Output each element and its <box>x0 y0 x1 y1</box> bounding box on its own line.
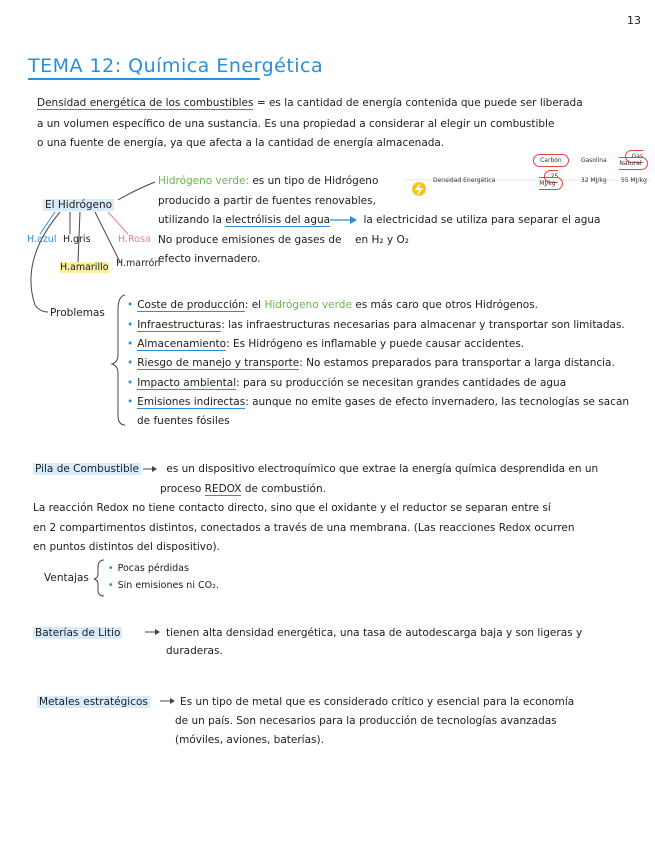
branch-line <box>108 212 128 234</box>
arrow-head <box>155 629 160 635</box>
lithium-line2: duraderas. <box>166 645 223 657</box>
bullet-icon: • <box>127 299 134 311</box>
advantages-label: Ventajas <box>44 572 89 584</box>
title-underline <box>28 78 260 80</box>
metals-line1: Es un tipo de metal que es considerado crítico y esencial para la economía <box>180 696 575 708</box>
green-hydrogen-line5: efecto invernadero. <box>158 253 261 265</box>
green-hydrogen-line4b: en H₂ y O₂ <box>355 234 409 246</box>
hydrogen-type: H.amarillo <box>60 262 109 273</box>
fuel-cell-line2: proceso REDOX de combustión. <box>160 483 326 495</box>
lithium-line1: tienen alta densidad energética, una tasa de autodescarga baja y son ligeras y <box>166 627 583 639</box>
metals-line2: de un país. Son necesarios para la producción de tecnologías avanzadas <box>175 715 557 727</box>
advantage-item: • Pocas pérdidas <box>108 563 189 574</box>
bullet-icon: • <box>127 357 134 369</box>
fuel-cell-line3: La reacción Redox no tiene contacto directo, sino que el oxidante y el reductor se separan entre sí <box>33 502 551 514</box>
intro-line2: a un volumen específico de una sustancia. Es una propiedad a considerar al elegir un combustible <box>37 118 555 130</box>
problem-item: • Coste de producción: el Hidrógeno verde es más caro que otros Hidrógenos. <box>127 299 539 311</box>
bullet-icon: • <box>127 396 134 408</box>
table-row-label: Densidad Energética <box>433 176 496 184</box>
brace <box>94 560 104 596</box>
energy-density-table <box>405 150 655 190</box>
page-title: TEMA 12: Química Energética <box>28 55 324 77</box>
connector-line <box>118 182 155 200</box>
page-number: 13 <box>627 14 641 27</box>
intro-line1: Densidad energética de los combustibles = es la cantidad de energía contenida que puede ser liberada <box>37 97 583 109</box>
table-cell: 25 MJ/kg <box>539 170 562 190</box>
connector-line <box>31 212 60 312</box>
bullet-icon: • <box>108 580 114 591</box>
problem-item: • Almacenamiento: Es Hidrógeno es inflamable y puede causar accidentes. <box>127 338 525 350</box>
table-cell: 55 MJ/kg <box>620 176 647 184</box>
table-header: Gas Natural <box>619 150 648 170</box>
fuel-cell-line5: en puntos distintos del dispositivo). <box>33 541 220 553</box>
table-header: Carbón <box>533 154 569 167</box>
fuel-cell-term: Pila de Combustible <box>35 463 140 475</box>
fuel-cell-line4: en 2 compartimentos distintos, conectados a través de una membrana. (Las reacciones Redox ocurren <box>33 522 575 534</box>
branch-line <box>95 212 120 262</box>
intro-term: Densidad energética de los combustibles <box>37 97 254 109</box>
hydrogen-type: H.gris <box>63 234 91 245</box>
hydrogen-label: El Hidrógeno <box>45 199 113 211</box>
table-header: Gasolina <box>580 156 607 164</box>
green-hydrogen-line3: utilizando la electrólisis del agua la electricidad se utiliza para separar el agua <box>158 214 601 226</box>
green-hydrogen-line4a: No produce emisiones de gases de <box>158 234 342 246</box>
bullet-icon: • <box>127 319 134 331</box>
problem-item: • Emisiones indirectas: aunque no emite gases de efecto invernadero, las tecnologías se sacan <box>127 396 630 408</box>
metals-line3: (móviles, aviones, baterías). <box>175 734 324 746</box>
hydrogen-type: H.marrón <box>116 258 161 269</box>
advantage-item: • Sin emisiones ni CO₂. <box>108 580 219 591</box>
intro-line3: o una fuente de energía, ya que afecta a la cantidad de energía almacenada. <box>37 137 445 149</box>
problem-item: • Infraestructuras: las infraestructuras necesarias para almacenar y transportar son limitadas. <box>127 319 625 331</box>
arrow-head <box>170 698 175 704</box>
green-hydrogen-line2: producido a partir de fuentes renovables, <box>158 195 376 207</box>
bullet-icon: • <box>127 338 134 350</box>
bullet-icon: • <box>127 377 134 389</box>
brace <box>112 295 125 425</box>
lithium-term: Baterías de Litio <box>35 627 121 639</box>
problem-item: • Riesgo de manejo y transporte: No estamos preparados para transportar a larga distancia. <box>127 357 615 369</box>
fuel-cell-line1: Pila de Combustible es un dispositivo electroquímico que extrae la energía química desprendida en un <box>35 463 599 475</box>
branch-line <box>40 212 55 234</box>
table-cell: 32 MJ/kg <box>580 176 607 184</box>
problem-item-cont: de fuentes fósiles <box>137 415 230 427</box>
hydrogen-type: H.azul <box>27 234 57 245</box>
bullet-icon: • <box>108 563 114 574</box>
hydrogen-type: H.Rosa <box>118 234 151 245</box>
green-hydrogen-line1: Hidrógeno verde: es un tipo de Hidrógeno <box>158 175 379 187</box>
metals-term: Metales estratégicos <box>39 696 148 708</box>
problems-label: Problemas <box>50 307 105 319</box>
problem-item: • Impacto ambiental: para su producción se necesitan grandes cantidades de agua <box>127 377 567 389</box>
